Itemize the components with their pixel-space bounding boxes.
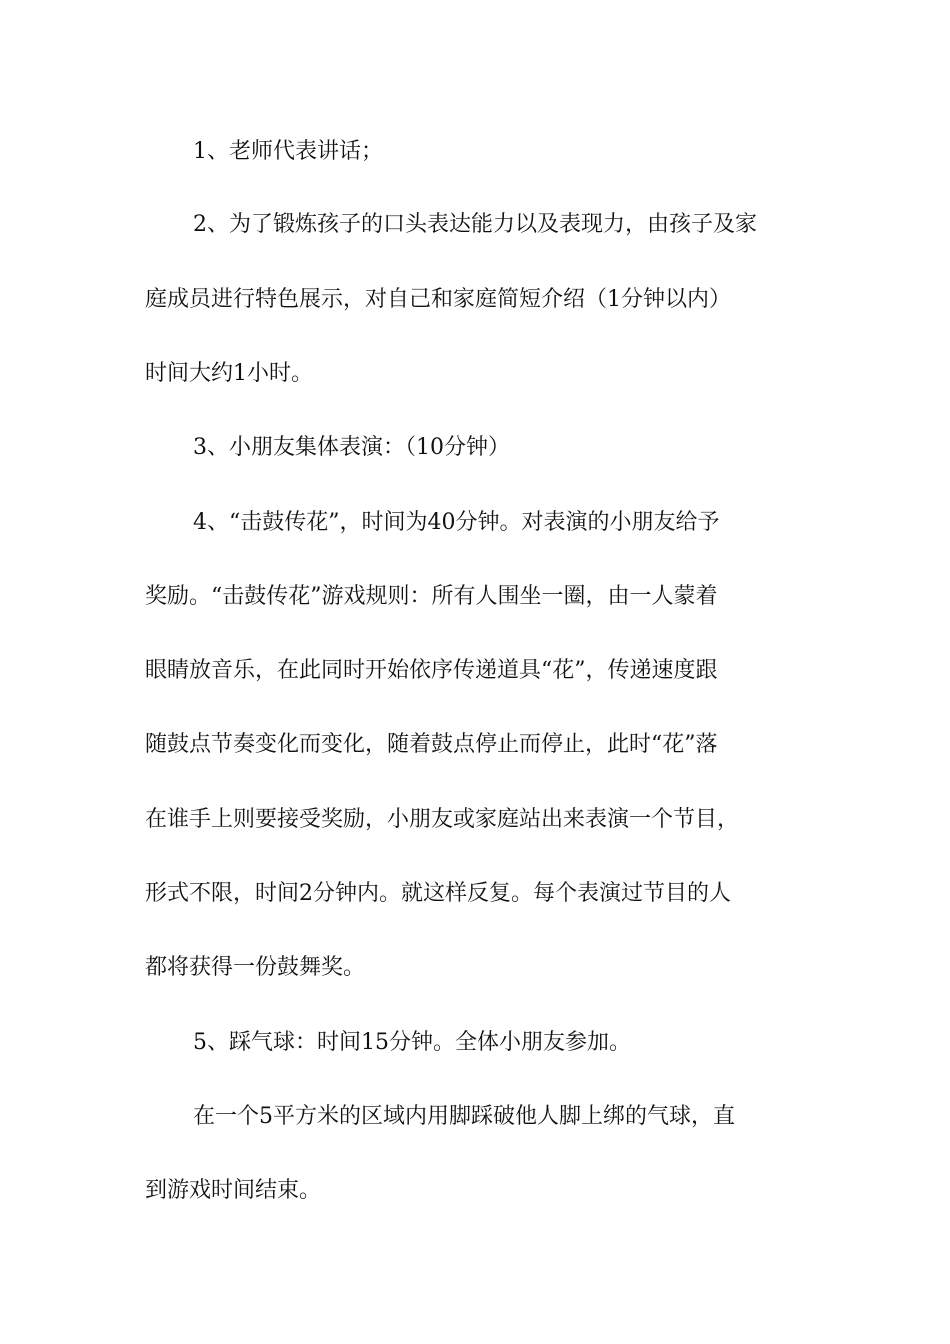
item-2-text-line-1: 2、为了锻炼孩子的口头表达能力以及表现力，由孩子及家 [193,212,757,237]
item-5-detail-line-2: 到游戏时间结束。 [145,1178,322,1203]
item-4-text-line-6: 形式不限，时间2分钟内。就这样反复。每个表演过节目的人 [145,881,731,906]
item-4-text-line-4: 随鼓点节奏变化而变化，随着鼓点停止而停止，此时“花”落 [145,732,718,757]
item-4-text-line-7: 都将获得一份鼓舞奖。 [145,955,366,980]
item-2-text-line-3: 时间大约1小时。 [145,361,313,386]
item-4-text-line-5: 在谁手上则要接受奖励，小朋友或家庭站出来表演一个节目， [145,807,740,832]
item-4-text-line-1: 4、“击鼓传花”，时间为40分钟。对表演的小朋友给予 [193,510,720,535]
item-1-text: 1、老师代表讲话； [193,139,383,164]
item-2-text-line-2: 庭成员进行特色展示，对自己和家庭简短介绍（1分钟以内） [145,287,731,312]
item-4-text-line-3: 眼睛放音乐，在此同时开始依序传递道具“花”，传递速度跟 [145,658,718,683]
item-5-text: 5、踩气球：时间15分钟。全体小朋友参加。 [193,1030,631,1055]
item-3-text: 3、小朋友集体表演：（10分钟） [193,435,510,460]
item-4-text-line-2: 奖励。“击鼓传花”游戏规则：所有人围坐一圈，由一人蒙着 [145,584,718,609]
item-5-detail-line-1: 在一个5平方米的区域内用脚踩破他人脚上绑的气球，直 [193,1104,735,1129]
